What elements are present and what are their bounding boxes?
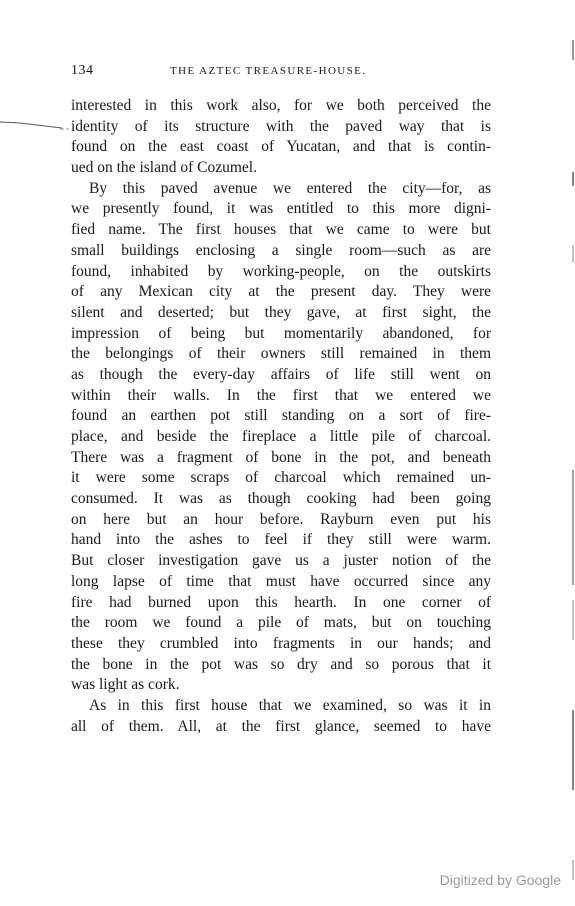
text-line: within their walls. In the first that we entered we	[71, 386, 491, 404]
text-line: place, and beside the fireplace a little pile of charcoal.	[71, 428, 491, 445]
text-line: was light as cork.	[71, 676, 180, 694]
text-line: the belongings of their owners still remained in them	[71, 345, 491, 363]
text-line: small buildings enclosing a single room—such as are	[71, 241, 491, 259]
text-line: found an earthen pot still standing on a sort of fire-	[71, 407, 491, 425]
text-line: fied name. The first houses that we came to were but	[71, 221, 491, 239]
text-line: on here but an hour before. Rayburn even put his	[71, 510, 491, 528]
text-line: But closer investigation gave us a juster notion of the	[71, 552, 491, 570]
digitized-watermark: Digitized by Google	[439, 872, 561, 888]
text-line: as though the every-day affairs of life still went on	[71, 365, 491, 383]
page-header	[71, 63, 491, 83]
text-line: interested in this work also, for we both perceived the	[71, 97, 491, 114]
text-line: ued on the island of Cozumel.	[71, 159, 257, 177]
text-line: it were some scraps of charcoal which remained un-	[71, 469, 491, 487]
body-text	[71, 96, 491, 737]
text-line: impression of being but momentarily abandoned, for	[71, 324, 491, 342]
text-line: long lapse of time that must have occurred since any	[71, 572, 491, 590]
text-line: By this paved avenue we entered the city—for, as	[89, 179, 491, 197]
page-edge-marks	[567, 0, 575, 906]
text-line: found, inhabited by working-people, on the outskirts	[71, 262, 491, 280]
text-line: fire had burned upon this hearth. In one corner of	[71, 593, 491, 611]
text-line: the room we found a pile of mats, but on touching	[71, 614, 491, 632]
text-line: hand into the ashes to feel if they still were warm.	[71, 531, 491, 549]
text-line: silent and deserted; but they gave, at first sight, the	[71, 303, 491, 321]
text-line: all of them. All, at the first glance, seemed to have	[71, 717, 491, 735]
page-number: 134	[71, 63, 94, 78]
text-line: As in this first house that we examined, so was it in	[89, 696, 491, 714]
text-line: consumed. It was as though cooking had been going	[71, 490, 491, 508]
margin-pencil-mark	[0, 118, 70, 134]
text-line: the bone in the pot was so dry and so porous that it	[71, 655, 491, 673]
text-line: these they crumbled into fragments in our hands; and	[71, 634, 491, 652]
text-line: identity of its structure with the paved way that is	[71, 117, 491, 135]
text-line: we presently found, it was entitled to this more digni-	[71, 200, 491, 218]
text-line: of any Mexican city at the present day. They were	[71, 283, 491, 301]
text-line: found on the east coast of Yucatan, and that is contin-	[71, 138, 491, 156]
running-head: THE AZTEC TREASURE-HOUSE.	[170, 65, 367, 77]
text-line: There was a fragment of bone in the pot, and beneath	[71, 448, 491, 466]
